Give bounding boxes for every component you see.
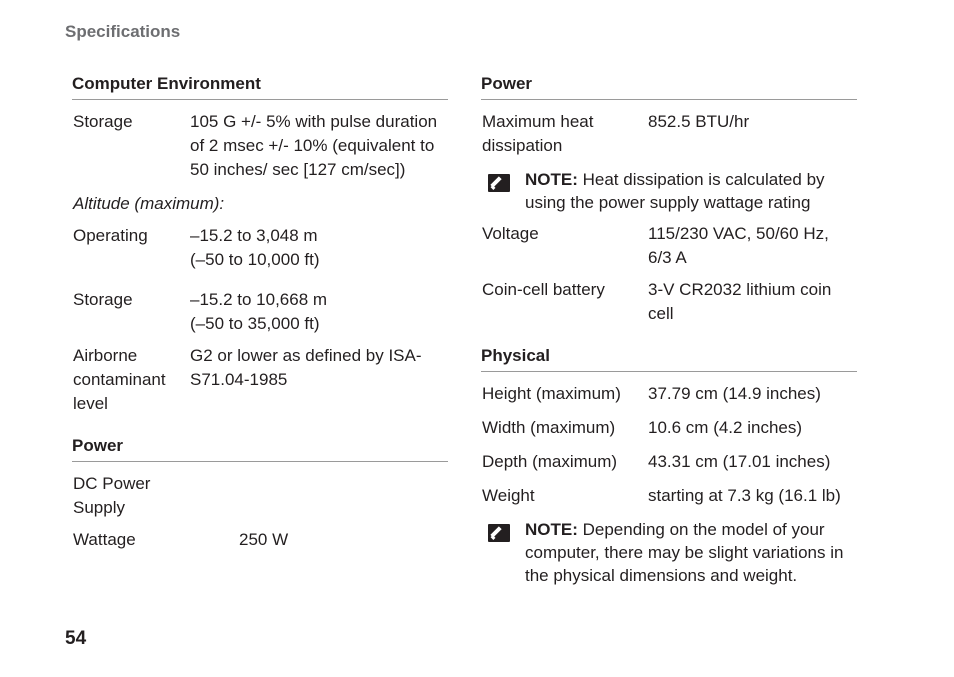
spec-value [190,224,448,272]
spec-row-wattage [73,528,448,552]
section-title-computer-environment: Computer Environment [72,74,448,100]
altitude-heading: Altitude (maximum): [73,194,225,213]
spec-row-heat-dissipation [482,110,857,158]
section-title-physical: Physical [481,346,857,372]
spec-value: 43.31 cm (17.01 inches) [648,452,831,471]
spec-row-dc-power-supply [73,472,448,520]
spec-row-depth [482,450,857,474]
spec-row-coin-cell [482,278,857,326]
spec-label: Storage [73,290,133,309]
page-number: 54 [65,628,87,649]
spec-row-voltage [482,222,857,270]
note-body: Heat dissipation is calculated by using the power supply wattage rating [525,170,825,212]
spec-value-line: –15.2 to 3,048 m [190,226,318,245]
spec-value-line: (–50 to 10,000 ft) [190,250,320,269]
spec-row-airborne [73,344,448,416]
spec-label: Operating [73,226,148,245]
spec-row-height [482,382,857,406]
spec-value-line: –15.2 to 10,668 m [190,290,328,309]
note-pencil-icon [488,524,510,542]
spec-label: Wattage [73,530,136,549]
spec-value: G2 or lower as defined by ISA-S71.04-1985 [190,346,422,389]
spec-row-storage [73,110,448,182]
spec-value [190,288,448,336]
spec-label: Depth (maximum) [482,452,618,471]
note-physical-variations [482,518,857,587]
spec-value: 105 G +/- 5% with pulse duration of 2 msec +/- 10% (equivalent to 50 inches/ sec [127 cm/sec]) [190,112,438,179]
section-title-power: Power [72,436,448,462]
page-header: Specifications [65,22,181,41]
spec-value: 10.6 cm (4.2 inches) [648,418,803,437]
spec-value: 852.5 BTU/hr [648,112,750,131]
spec-label: Coin-cell battery [482,280,605,299]
spec-label: Voltage [482,224,539,243]
note-text [525,518,857,587]
spec-row-width [482,416,857,440]
spec-label: DC Power Supply [73,474,151,517]
note-prefix: NOTE: [525,170,578,189]
spec-label: Width (maximum) [482,418,616,437]
spec-label: Weight [482,486,535,505]
spec-label: Storage [73,112,133,131]
spec-row-altitude-storage [73,288,448,336]
spec-value: 3-V CR2032 lithium coin cell [648,280,832,323]
spec-label: Maximum heat dissipation [482,112,594,155]
spec-value: 37.79 cm (14.9 inches) [648,384,821,403]
spec-value-line: (–50 to 35,000 ft) [190,314,320,333]
note-prefix: NOTE: [525,520,578,539]
note-pencil-icon [488,174,510,192]
spec-row-weight [482,484,857,508]
spec-value: 250 W [239,530,289,549]
section-title-power: Power [481,74,857,100]
spec-value: 115/230 VAC, 50/60 Hz, 6/3 A [648,224,829,267]
spec-label: Height (maximum) [482,384,621,403]
note-text [525,168,857,214]
note-heat-dissipation [482,168,857,214]
spec-value: starting at 7.3 kg (16.1 lb) [648,486,841,505]
note-body: Depending on the model of your computer, there may be slight variations in the physical dimensions and weight. [525,520,844,585]
spec-row-operating [73,224,448,272]
spec-label: Airborne contaminant level [73,346,166,413]
right-column [482,74,857,593]
left-column [73,74,448,552]
